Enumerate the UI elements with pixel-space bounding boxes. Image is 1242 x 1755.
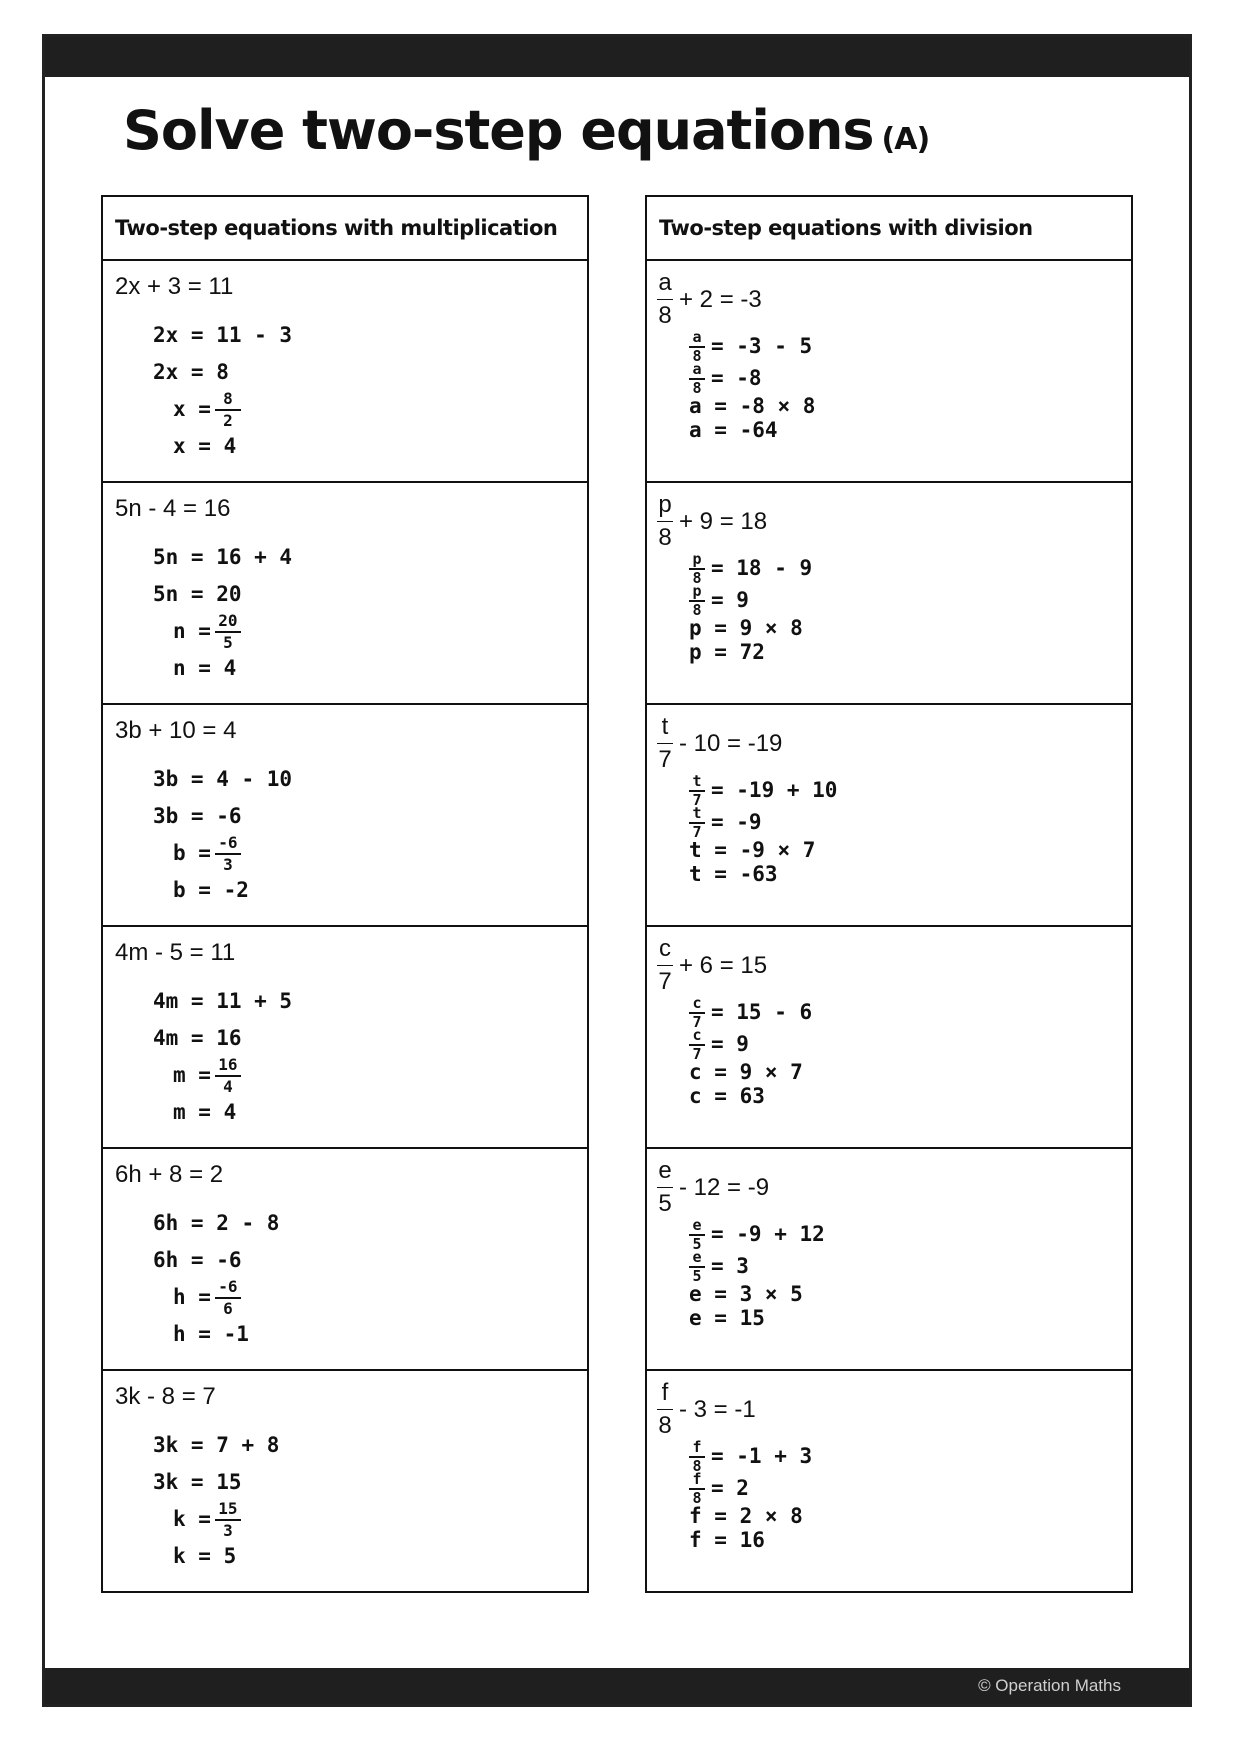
column-heading: Two-step equations with multiplication — [103, 197, 587, 261]
working-step: 4m = 16 — [153, 1025, 242, 1050]
working-step: t 7 = -9 — [689, 807, 837, 839]
problem-cell — [647, 261, 1131, 483]
working-step: k = 15 3 — [153, 1501, 279, 1538]
step-fraction: -6 6 — [215, 1279, 241, 1317]
working-steps — [153, 983, 292, 1131]
problem-cell — [647, 1371, 1131, 1591]
question-fraction: c 7 — [658, 935, 672, 995]
equation-question: c 7 + 6 = 15 — [658, 935, 768, 995]
equation-question: f 8 - 3 = -1 — [658, 1379, 756, 1439]
equation-question: 4m - 5 = 11 — [115, 939, 236, 966]
working-step: 2x = 8 — [153, 359, 229, 384]
division-column — [645, 195, 1133, 1593]
answer-step: e = 15 — [689, 1306, 765, 1331]
equation-question: 3k - 8 = 7 — [115, 1383, 216, 1410]
working-step: e 5 = 3 — [689, 1251, 825, 1283]
working-step: m = 16 4 — [153, 1057, 292, 1094]
working-steps — [153, 1427, 279, 1575]
problem-cell — [103, 1371, 587, 1591]
problem-cell — [103, 261, 587, 483]
working-step: t 7 = -19 + 10 — [689, 775, 837, 807]
equation-question: 6h + 8 = 2 — [115, 1161, 224, 1188]
top-bar — [45, 37, 1189, 77]
page-title: Solve two-step equations (A) — [123, 99, 930, 162]
equation-question: 2x + 3 = 11 — [115, 273, 234, 300]
working-step: c 7 = 15 - 6 — [689, 997, 812, 1029]
step-fraction: 20 5 — [215, 613, 241, 651]
working-step: 6h = 2 - 8 — [153, 1210, 280, 1235]
working-steps — [689, 1438, 813, 1553]
working-steps — [153, 317, 292, 465]
problem-cell — [103, 483, 587, 705]
working-step: 5n = 16 + 4 — [153, 544, 293, 569]
working-step: 3k = 7 + 8 — [153, 1432, 280, 1457]
equation-question: p 8 + 9 = 18 — [658, 491, 768, 551]
problem-cell — [647, 1149, 1131, 1371]
working-step: n = 20 5 — [153, 613, 292, 650]
working-step: 3b = -6 — [153, 803, 242, 828]
working-step: p = 9 × 8 — [689, 616, 803, 641]
copyright-text: © Operation Maths — [978, 1676, 1121, 1695]
working-step: a 8 = -8 — [689, 363, 815, 395]
question-fraction: e 5 — [658, 1157, 672, 1217]
working-step: 6h = -6 — [153, 1247, 242, 1272]
answer-step: a = -64 — [689, 418, 778, 443]
problem-cell — [647, 927, 1131, 1149]
working-step: t = -9 × 7 — [689, 838, 816, 863]
equation-question: 3b + 10 = 4 — [115, 717, 237, 744]
working-step: c 7 = 9 — [689, 1029, 812, 1061]
equation-question: a 8 + 2 = -3 — [658, 269, 762, 329]
working-steps — [153, 1205, 279, 1353]
working-step: a = -8 × 8 — [689, 394, 816, 419]
answer-step: x = 4 — [173, 433, 237, 458]
step-fraction: 15 3 — [215, 1501, 241, 1539]
problem-cell — [647, 705, 1131, 927]
problem-cell — [103, 705, 587, 927]
answer-step: p = 72 — [689, 640, 765, 665]
working-steps — [689, 1216, 825, 1331]
question-fraction: p 8 — [658, 491, 672, 551]
working-step: 2x = 11 - 3 — [153, 322, 293, 347]
working-step: f = 2 × 8 — [689, 1504, 803, 1529]
working-step: 5n = 20 — [153, 581, 242, 606]
working-steps — [689, 994, 813, 1109]
step-fraction: 8 2 — [215, 391, 241, 429]
answer-step: c = 63 — [689, 1084, 765, 1109]
working-step: p 8 = 9 — [689, 585, 812, 617]
working-step: 4m = 11 + 5 — [153, 988, 293, 1013]
working-step: b = -6 3 — [153, 835, 292, 872]
working-step: e 5 = -9 + 12 — [689, 1219, 825, 1251]
working-step: h = -6 6 — [153, 1279, 279, 1316]
working-step: x = 8 2 — [153, 391, 292, 428]
question-fraction: t 7 — [658, 713, 672, 773]
problem-cell — [103, 927, 587, 1149]
answer-step: t = -63 — [689, 862, 778, 887]
column-heading: Two-step equations with division — [647, 197, 1131, 261]
working-step: c = 9 × 7 — [689, 1060, 803, 1085]
working-step: f 8 = -1 + 3 — [689, 1441, 812, 1473]
answer-step: h = -1 — [173, 1321, 249, 1346]
working-step: 3b = 4 - 10 — [153, 766, 293, 791]
problem-cell — [647, 483, 1131, 705]
equation-question: 5n - 4 = 16 — [115, 495, 231, 522]
answer-step: m = 4 — [173, 1099, 237, 1124]
working-steps — [153, 539, 292, 687]
problem-cell — [103, 1149, 587, 1371]
question-fraction: a 8 — [658, 269, 672, 329]
worksheet — [42, 34, 1192, 1707]
working-step: f 8 = 2 — [689, 1473, 812, 1505]
answer-step: k = 5 — [173, 1543, 237, 1568]
working-step: a 8 = -3 - 5 — [689, 331, 815, 363]
working-step: p 8 = 18 - 9 — [689, 553, 812, 585]
working-steps — [153, 761, 292, 909]
working-step: e = 3 × 5 — [689, 1282, 803, 1307]
equation-question: t 7 - 10 = -19 — [658, 713, 783, 773]
equation-question: e 5 - 12 = -9 — [658, 1157, 770, 1217]
step-fraction: -6 3 — [215, 835, 241, 873]
working-steps — [689, 772, 838, 887]
working-steps — [689, 550, 813, 665]
question-fraction: f 8 — [658, 1379, 672, 1439]
working-step: 3k = 15 — [153, 1469, 242, 1494]
footer-bar — [45, 1668, 1189, 1704]
multiplication-column — [101, 195, 589, 1593]
answer-step: f = 16 — [689, 1528, 765, 1553]
working-steps — [689, 328, 816, 443]
step-fraction: 16 4 — [215, 1057, 241, 1095]
answer-step: b = -2 — [173, 877, 249, 902]
answer-step: n = 4 — [173, 655, 237, 680]
